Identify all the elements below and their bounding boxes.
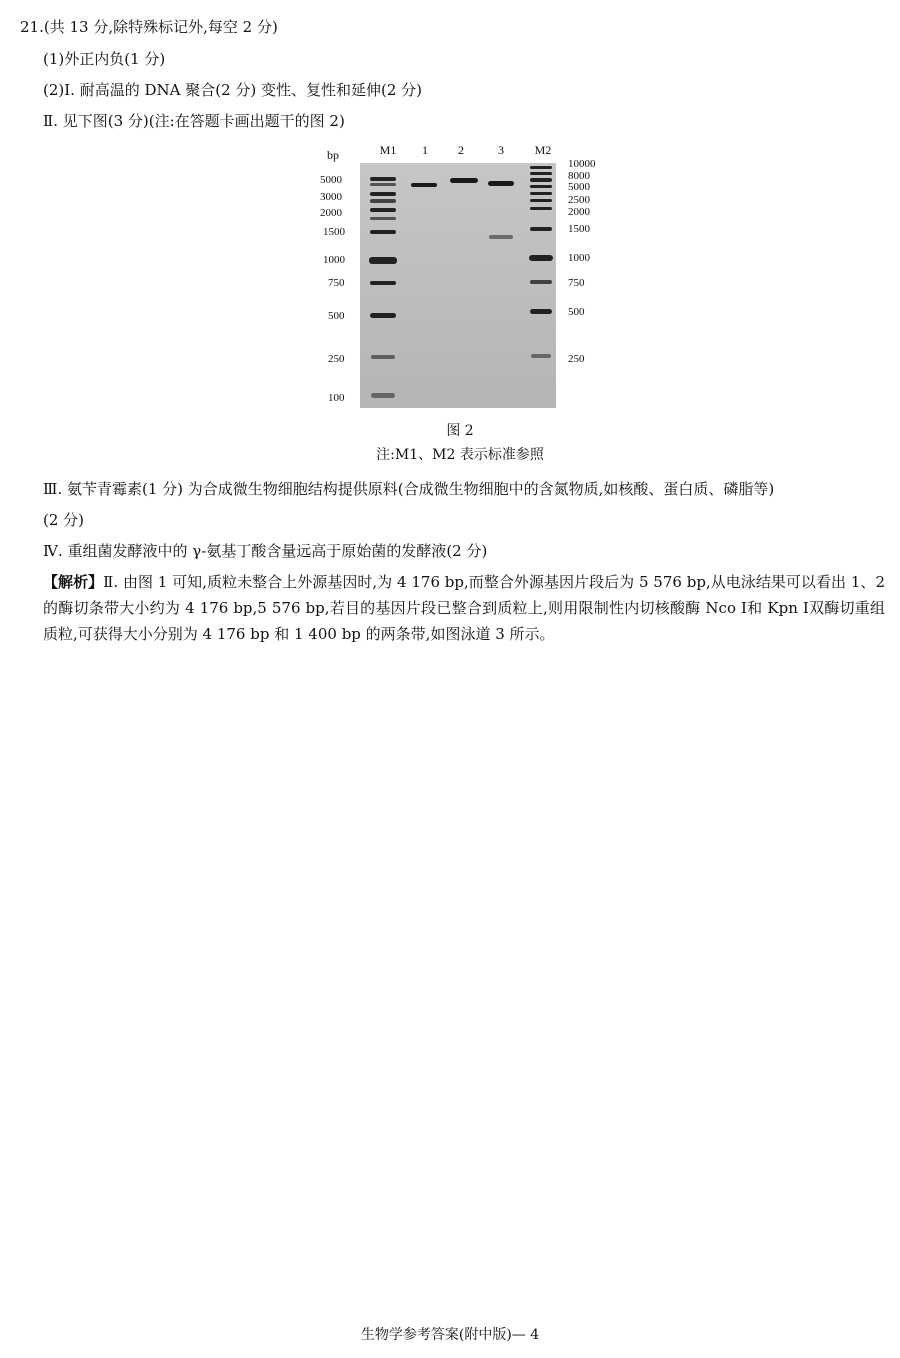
gel-image bbox=[360, 163, 556, 408]
right-tick-500: 500 bbox=[568, 306, 585, 318]
figure-note: 注:M1、M2 表示标准参照 bbox=[376, 447, 544, 463]
lane-label-M1: M1 bbox=[379, 143, 397, 157]
left-tick-1000: 1000 bbox=[323, 254, 345, 266]
right-tick-1500: 1500 bbox=[568, 223, 590, 235]
lane-label-3: 3 bbox=[498, 143, 504, 157]
right-tick-250: 250 bbox=[568, 353, 585, 365]
answer-part2-I: (2)Ⅰ. 耐高温的 DNA 聚合(2 分) 变性、复性和延伸(2 分) bbox=[43, 81, 423, 99]
lane-label-1: 1 bbox=[422, 143, 428, 157]
figure-caption: 图 2 bbox=[446, 423, 474, 439]
left-tick-500: 500 bbox=[328, 310, 345, 322]
answer-part2-III: Ⅲ. 氨苄青霉素(1 分) 为合成微生物细胞结构提供原料(合成微生物细胞中的含氮物质,如核酸、蛋白质、磷脂等) bbox=[43, 480, 775, 498]
gel-bands bbox=[360, 163, 556, 408]
left-tick-1500: 1500 bbox=[323, 226, 345, 238]
analysis-paragraph bbox=[43, 569, 885, 647]
right-tick-2000: 2000 bbox=[568, 206, 590, 218]
page-footer: 生物学参考答案(附中版)— 4 bbox=[360, 1327, 540, 1343]
analysis-text: Ⅱ. 由图 1 可知,质粒未整合上外源基因时,为 4 176 bp,而整合外源基因片段后为 5 576 bp,从电泳结果可以看出 1、2 的酶切条带大小约为 4 176 bp,5 576 bp,若目的基因片段已整合到质粒上,则用限制性内切核酸酶 Nco Ⅰ和 Kpn Ⅰ双酶切重组质粒,可获得大小分别为 4 176 bp 和 1 400 bp 的两条带,如图泳道 3 所示。 bbox=[43, 573, 885, 643]
left-tick-2000: 2000 bbox=[320, 207, 342, 219]
right-tick-750: 750 bbox=[568, 277, 585, 289]
answer-part2-IV: Ⅳ. 重组菌发酵液中的 γ-氨基丁酸含量远高于原始菌的发酵液(2 分) bbox=[43, 542, 488, 560]
question-21-header: 21.(共 13 分,除特殊标记外,每空 2 分) bbox=[20, 18, 278, 36]
right-tick-5000: 5000 bbox=[568, 181, 590, 193]
left-tick-3000: 3000 bbox=[320, 191, 342, 203]
analysis-tag: 【解析】 bbox=[43, 573, 104, 591]
unit-label: bp bbox=[327, 148, 339, 162]
left-tick-250: 250 bbox=[328, 353, 345, 365]
answer-part1: (1)外正内负(1 分) bbox=[43, 50, 166, 68]
right-tick-8000: 8000 bbox=[568, 170, 590, 182]
right-tick-1000: 1000 bbox=[568, 252, 590, 264]
lane-label-M2: M2 bbox=[534, 143, 552, 157]
lane-label-2: 2 bbox=[458, 143, 464, 157]
right-tick-2500: 2500 bbox=[568, 194, 590, 206]
gel-figure bbox=[300, 140, 620, 470]
left-tick-100: 100 bbox=[328, 392, 345, 404]
left-tick-750: 750 bbox=[328, 277, 345, 289]
right-tick-10000: 10000 bbox=[568, 158, 596, 170]
answer-part2-II: Ⅱ. 见下图(3 分)(注:在答题卡画出题干的图 2) bbox=[43, 112, 345, 130]
left-tick-5000: 5000 bbox=[320, 174, 342, 186]
answer-part2-III-cont: (2 分) bbox=[43, 511, 85, 529]
